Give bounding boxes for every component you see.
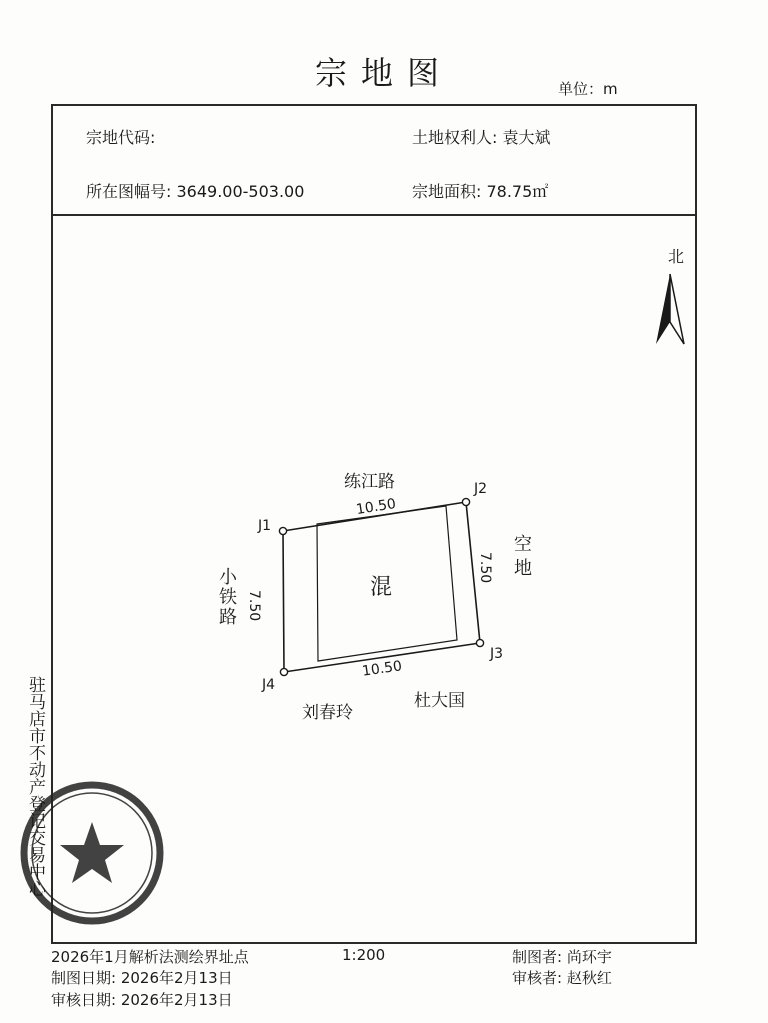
road-label-left: 小铁路 [216,567,237,627]
point-label-j4: J4 [262,677,276,693]
point-label-j1: J1 [258,518,272,534]
unit-label: 单位：m [558,80,618,98]
owner-field: 土地权利人: 袁大斌 [412,128,551,147]
point-label-j3: J3 [490,646,504,662]
boundary-point-j2 [462,498,469,505]
neighbor-label-south-right: 杜大国 [414,691,465,711]
registration-center-text: 驻马店市不动产登记交易中心 [25,676,45,897]
seal-star-icon [60,822,124,883]
reviewer-field: 审核者: 赵秋红 [512,969,612,987]
neighbor-label-east: 空地 [511,534,532,582]
neighbor-label-south-left: 刘春玲 [302,703,353,723]
point-label-j2: J2 [474,481,488,497]
page-title: 宗地图 [314,54,453,92]
boundary-point-j1 [279,527,286,534]
material-label: 混 [370,575,393,600]
north-label: 北 [668,247,685,266]
edge-length-left: 7.50 [246,590,262,622]
drafter-field: 制图者: 尚环宇 [512,948,612,966]
edge-length-right: 7.50 [477,552,493,584]
edge-length-top: 10.50 [354,495,398,519]
draw-date-field: 制图日期: 2026年2月13日 [51,969,233,987]
map-sheet-field: 所在图幅号: 3649.00-503.00 [86,182,305,201]
scale-label: 1:200 [342,946,386,964]
boundary-point-j3 [476,639,483,646]
road-label-top: 练江路 [344,472,395,492]
parcel-code-label: 宗地代码: [86,128,156,147]
boundary-point-j4 [280,668,287,675]
survey-method: 2026年1月解析法测绘界址点 [51,948,249,966]
north-arrow-icon [656,274,670,344]
north-arrow-outline [670,274,684,344]
edge-length-bottom: 10.50 [361,658,404,680]
review-date-field: 审核日期: 2026年2月13日 [51,991,233,1009]
area-field: 宗地面积: 78.75㎡ [412,182,549,201]
